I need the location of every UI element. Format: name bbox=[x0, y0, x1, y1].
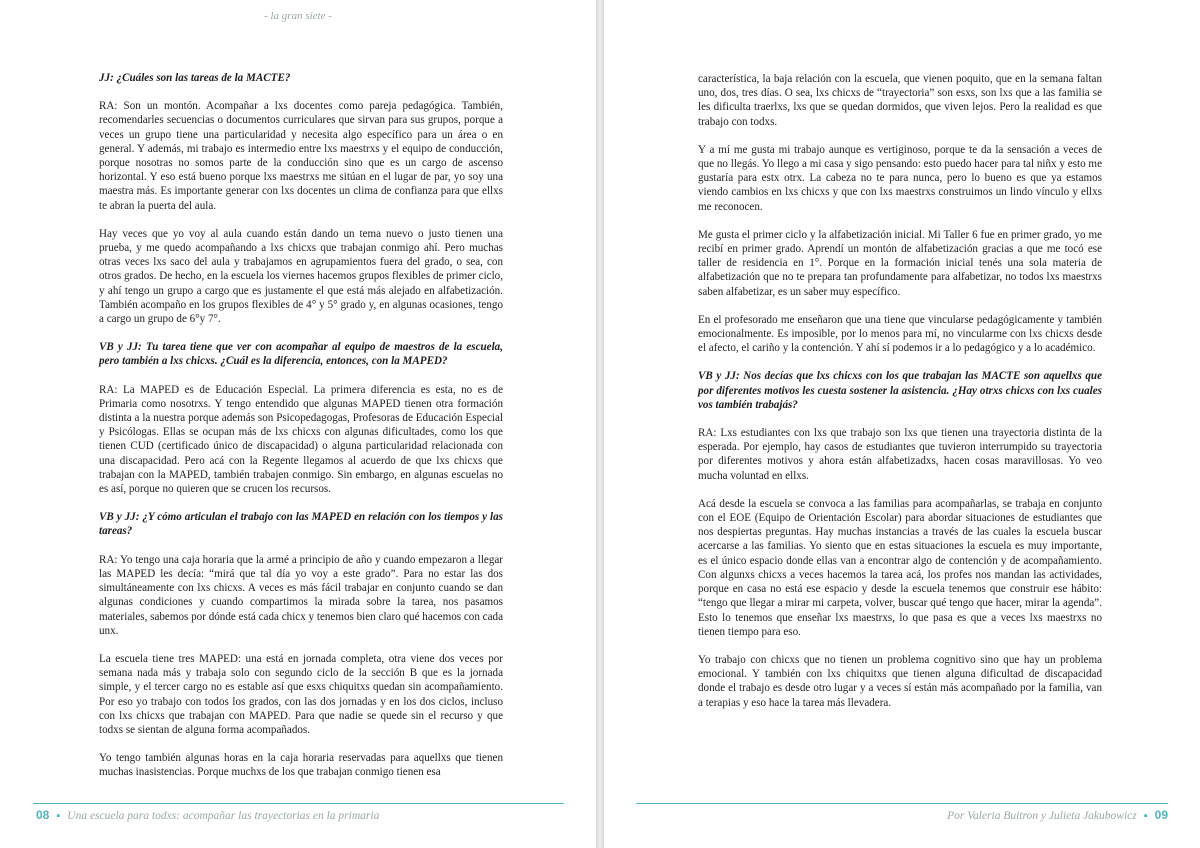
left-footer bbox=[36, 808, 379, 822]
paragraph: JJ: ¿Cuáles son las tareas de la MACTE? bbox=[99, 72, 291, 84]
page-number: 09 bbox=[1154, 808, 1168, 822]
paragraph: Yo trabajo con chicxs que no tienen un problema cognitivo sino que hay un problema emocional. Y también con lxs chiquitxs que tienen alguna dificultad de discapacidad donde el trabajo es desde otro lugar y a veces sí están más acompañado por la familia, van a terapias y eso hace la tarea más llevadera. bbox=[698, 653, 1102, 709]
right-page bbox=[604, 0, 1200, 848]
left-page bbox=[0, 0, 596, 848]
paragraph: En el profesorado me enseñaron que una tiene que vincularse pedagógicamente y también emocionalmente. Es imposible, por lo menos para mí, no vincularme con lxs chicxs desde el afecto, el cariño y la contención. Y ahí sí podemos ir a lo pedagógico y a lo académico. bbox=[698, 313, 1102, 355]
paragraph: Acá desde la escuela se convoca a las familias para acompañarlas, se trabaja en conjunto con el EOE (Equipo de Orientación Escolar) para abordar situaciones de estudiantes que nos despiertas preguntas. Hay muchas instancias a través de las cuales la escuela buscar acercarse a las familias. Yo siento que en estas situaciones la escuela es muy importante, es el único espacio donde ellas van a encontrar algo de contención y de acompañamiento. Con algunxs chicxs a veces hacemos la tarea acá, los profes nos mandan las actividades, porque en casa no está ese espacio y desde la escuela tenemos que construir ese hábito: “tengo que llegar a mirar mi carpeta, volver, buscar qué tengo que hacer, mirar la agenda”. Esto lo tenemos que enseñar lxs maestrxs, lo que pasa es que a veces lxs maestrxs no tienen tiempo para eso. bbox=[698, 497, 1102, 638]
paragraph: VB y JJ: Tu tarea tiene que ver con acompañar al equipo de maestros de la escuela, pero también a lxs chicxs. ¿Cuál es la diferencia, entonces, con la MAPED? bbox=[99, 341, 503, 368]
paragraph: RA: La MAPED es de Educación Especial. La primera diferencia es esta, no es de Primaria como nosotrxs. Y tengo entendido que algunas MAPED tienen otra formación distinta a la nuestra porque además son Psicopedagogas, Profesoras de Educación Especial y Psicólogas. Ellas se ocupan más de lxs chicxs con algunas dificultades, como los que tienen CUD (certificado único de discapacidad) o alguna particularidad relacionada con una discapacidad. Pero acá con la Regente llegamos al acuerdo de que lxs chicxs que trabajan con la MAPED, también trabajen conmigo. Sin embargo, en algunas escuelas no es así, porque no quieren que se crucen los recursos. bbox=[99, 383, 503, 496]
book-gutter bbox=[596, 0, 604, 848]
footer-rule bbox=[636, 803, 1168, 804]
paragraph: Y a mí me gusta mi trabajo aunque es vertiginoso, porque te da la sensación a veces de que no llegás. Yo llego a mi casa y sigo pensando: esto puedo hacer para tal niñx y esto me gustaría para estx otrx. La cabeza no te para nunca, pero lo bueno es que ya estamos viendo cambios en lxs chicxs y que con lxs maestrxs construimos un lindo vínculo y ellxs me reconocen. bbox=[698, 143, 1102, 213]
paragraph: Yo tengo también algunas horas en la caja horaria reservadas para aquellxs que tienen muchas inasistencias. Porque muchxs de los que trabajan conmigo tienen esa bbox=[99, 752, 503, 779]
footer-rule bbox=[33, 803, 564, 804]
paragraph: VB y JJ: Nos decías que lxs chicxs con los que trabajan las MACTE son aquellxs que por diferentes motivos les cuesta sostener la asistencia. ¿Hay otrxs chicxs con lxs cuales vos también trabajás? bbox=[698, 370, 1102, 411]
paragraph: Me gusta el primer ciclo y la alfabetización inicial. Mi Taller 6 fue en primer grado, yo me recibí en primer grado. Aprendí un montón de alfabetización gracias a que me tocó ese taller de residencia en 1°. Porque en la formación inicial tenés una sola materia de alfabetización que no te prepara tan profundamente para alfabetizar, no todos lxs maestrxs saben alfabetizar, es un saber muy específico. bbox=[698, 228, 1102, 298]
footer-separator: ▪ bbox=[1143, 810, 1148, 822]
paragraph: Hay veces que yo voy al aula cuando están dando un tema nuevo o justo tienen una prueba, y me quedo acompañando a lxs chicxs que trabajan conmigo ahí. Pero muchas otras veces lxs saco del aula y trabajamos en agrupamientos fuera del grado, o sea, con otros grados. De hecho, en la escuela los viernes hacemos grupos flexibles de primer ciclo, y ahí tengo un grupo a cargo que es justamente el que está más alejado en alfabetización. También acompaño en los grupos flexibles de 4° y 5° grado y, en algunas ocasiones, tengo a cargo un grupo de 6°y 7°. bbox=[99, 227, 503, 326]
right-text-column bbox=[698, 72, 1102, 724]
footer-separator: ▪ bbox=[56, 810, 61, 822]
paragraph: RA: Son un montón. Acompañar a lxs docentes como pareja pedagógica. También, recomendarles secuencias o documentos curriculares que sirvan para sus grupos, porque a veces un grupo tiene una particularidad y necesita algo específico para un área o en general. Y además, mi trabajo es intermedio entre lxs maestrxs y el equipo de conducción, porque nosotras no somos parte de la conducción sino que es un cargo de ascenso horizontal. Y eso está bueno porque lxs maestrxs me sitúan en el lugar de par, yo soy una maestra más. Es importante generar con lxs docentes un clima de confianza para que ellxs te abran la puerta del aula. bbox=[99, 100, 503, 212]
paragraph: La escuela tiene tres MAPED: una está en jornada completa, otra viene dos veces por semana nada más y trabaja solo con segundo ciclo de la sección B que es la jornada simple, y el tercer cargo no es estable así que esxs chiquitxs quedan sin acompañamiento. Por eso yo trabajo con todos los grados, con las dos jornadas y en los dos ciclos, incluso con lxs chicxs que trabajan con MAPED. Para que nadie se quede sin el recurso y que todxs se sientan de alguna forma acompañados. bbox=[99, 652, 503, 736]
paragraph: característica, la baja relación con la escuela, que vienen poquito, que en la semana faltan uno, dos, tres días. O sea, lxs chicxs de “trayectoria” son esxs, son lxs que a las familia se les dificulta traerlxs, lxs que se quedan dormidos, que viven lejos. Pero la realidad es que trabajo con todxs. bbox=[698, 73, 1102, 128]
paragraph: RA: Lxs estudiantes con lxs que trabajo son lxs que tienen una trayectoria distinta de la esperada. Por ejemplo, hay casos de estudiantes que tuvieron interrumpido su trayectoria por diferentes motivos y ahora están alfabetizadxs, hacen cosas maravillosas. Yo veo mucha voluntad en ellxs. bbox=[698, 427, 1102, 482]
authors-credit: Por Valeria Buitron y Julieta Jakubowicz bbox=[947, 810, 1137, 822]
running-head: - la gran siete - bbox=[264, 10, 332, 22]
page-number: 08 bbox=[36, 808, 50, 822]
paragraph: RA: Yo tengo una caja horaria que la armé a principio de año y cuando empezaron a llegar las MAPED les decía: “mirá que tal día yo voy a este grado”. Para no estar las dos simultáneamente con lxs chicxs. A veces es más fácil trabajar en conjunto cuando se dan algunas condiciones y cuando compartimos la mirada sobre la tarea, nos pasamos materiales, sabemos por dónde está cada chicx y tenemos bien claro qué hacemos con cada unx. bbox=[99, 553, 503, 637]
left-text-column bbox=[99, 71, 503, 794]
right-footer bbox=[947, 808, 1168, 822]
paragraph: VB y JJ: ¿Y cómo articulan el trabajo con las MAPED en relación con los tiempos y las tareas? bbox=[99, 511, 503, 538]
publication-title: Una escuela para todxs: acompañar las trayectorias en la primaria bbox=[67, 810, 380, 822]
